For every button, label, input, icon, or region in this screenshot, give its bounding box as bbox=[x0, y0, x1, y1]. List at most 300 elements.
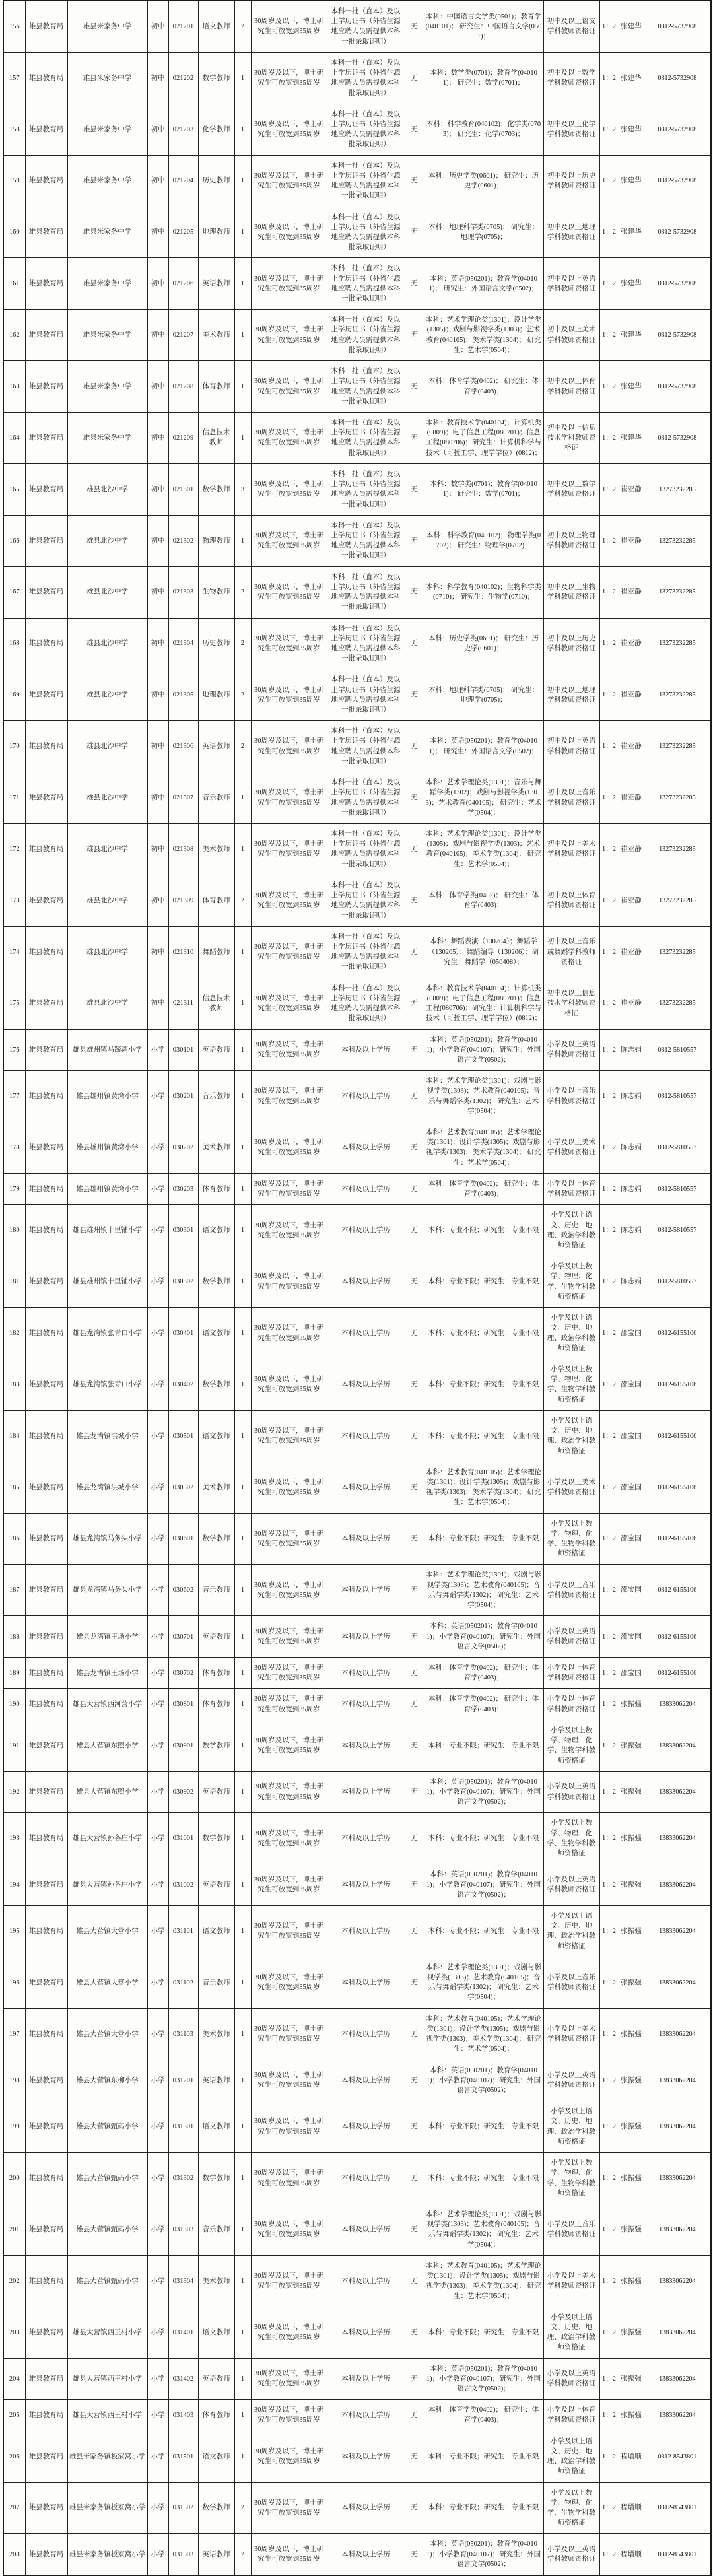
cell-ratio: 1：2 bbox=[599, 1689, 619, 1720]
cell-seq: 173 bbox=[3, 875, 25, 926]
cell-code: 031403 bbox=[168, 2400, 198, 2431]
cell-major: 本科：科学教育(040102)；化学类(0703)； 研究生：化学(0703)； bbox=[424, 104, 543, 155]
cell-education: 本科及以上学历 bbox=[327, 1205, 405, 1256]
cell-age: 30周岁及以下，博士研究生可放宽到35周岁 bbox=[251, 155, 327, 207]
cell-position: 美术教师 bbox=[198, 1122, 234, 1174]
cell-bureau: 雄县教育局 bbox=[25, 2255, 67, 2307]
cell-seq: 167 bbox=[3, 566, 25, 618]
table-row bbox=[3, 1029, 711, 1071]
cell-ratio: 1：2 bbox=[599, 1616, 619, 1658]
cell-code: 030203 bbox=[168, 1173, 198, 1204]
cell-certificate: 初中及以上地理学科教师资格证 bbox=[543, 207, 599, 258]
cell-certificate: 小学及以上体育学科教师资格证 bbox=[543, 1689, 599, 1720]
cell-phone: 13273232285 bbox=[644, 566, 711, 618]
cell-education: 本科及以上学历 bbox=[327, 2307, 405, 2358]
cell-major: 本科：专业不限；研究生：专业不限 bbox=[424, 1813, 543, 1864]
cell-contact: 张振强 bbox=[619, 2153, 644, 2204]
cell-count: 2 bbox=[234, 1, 251, 52]
cell-seq: 189 bbox=[3, 1658, 25, 1689]
cell-seq: 177 bbox=[3, 1071, 25, 1122]
cell-seq: 158 bbox=[3, 104, 25, 155]
cell-major: 本科：艺术教育(040105)；艺术学理论类(1301)；设计学类(1305)；戏剧与影视学类(1303)；美术学类(1304)； 研究生：艺术学(0504)； bbox=[424, 1122, 543, 1174]
cell-phone: 13273232285 bbox=[644, 618, 711, 669]
cell-stage: 小学 bbox=[147, 1359, 168, 1410]
cell-bureau: 雄县教育局 bbox=[25, 258, 67, 310]
cell-stage: 初中 bbox=[147, 463, 168, 515]
cell-contact: 张建华 bbox=[619, 1, 644, 52]
cell-bureau: 雄县教育局 bbox=[25, 207, 67, 258]
cell-count: 2 bbox=[234, 875, 251, 926]
cell-position: 数学教师 bbox=[198, 2482, 234, 2534]
cell-bureau: 雄县教育局 bbox=[25, 1513, 67, 1565]
cell-bureau: 雄县教育局 bbox=[25, 463, 67, 515]
table-row bbox=[3, 2358, 711, 2400]
cell-contact: 张振强 bbox=[619, 2358, 644, 2400]
cell-certificate: 小学及以上音乐学科教师资格证 bbox=[543, 1071, 599, 1122]
cell-other: 无 bbox=[405, 1658, 424, 1689]
cell-school: 雄县龙湾镇洪城小学 bbox=[67, 1462, 147, 1513]
cell-school: 雄县大营镇东照小学 bbox=[67, 1771, 147, 1813]
cell-age: 30周岁及以下，博士研究生可放宽到35周岁 bbox=[251, 1864, 327, 1906]
cell-education: 本科及以上学历 bbox=[327, 1720, 405, 1771]
table-row bbox=[3, 1256, 711, 1308]
cell-seq: 182 bbox=[3, 1308, 25, 1359]
cell-phone: 0312-5810557 bbox=[644, 1205, 711, 1256]
cell-phone: 13273232285 bbox=[644, 772, 711, 824]
cell-school: 雄县大营镇孙各庄小学 bbox=[67, 1813, 147, 1864]
cell-code: 021308 bbox=[168, 824, 198, 875]
cell-seq: 159 bbox=[3, 155, 25, 207]
cell-education: 本科及以上学历 bbox=[327, 2008, 405, 2060]
cell-code: 021302 bbox=[168, 515, 198, 566]
cell-education: 本科及以上学历 bbox=[327, 1957, 405, 2008]
cell-stage: 初中 bbox=[147, 104, 168, 155]
cell-count: 1 bbox=[234, 515, 251, 566]
cell-phone: 13273232285 bbox=[644, 978, 711, 1029]
cell-stage: 小学 bbox=[147, 1410, 168, 1462]
cell-education: 本科及以上学历 bbox=[327, 1359, 405, 1410]
cell-school: 雄县北沙中学 bbox=[67, 515, 147, 566]
cell-position: 语文教师 bbox=[198, 1205, 234, 1256]
cell-bureau: 雄县教育局 bbox=[25, 1071, 67, 1122]
cell-position: 体育教师 bbox=[198, 361, 234, 413]
table-row bbox=[3, 1173, 711, 1204]
cell-school: 雄县大营镇甄码小学 bbox=[67, 2204, 147, 2255]
cell-position: 数学教师 bbox=[198, 463, 234, 515]
cell-major: 本科：体育学类(0402)； 研究生：体育学(0403)； bbox=[424, 875, 543, 926]
cell-contact: 崔亚静 bbox=[619, 926, 644, 978]
cell-age: 30周岁及以下，博士研究生可放宽到35周岁 bbox=[251, 2255, 327, 2307]
table-row bbox=[3, 2101, 711, 2153]
cell-code: 030902 bbox=[168, 1771, 198, 1813]
cell-position: 数学教师 bbox=[198, 52, 234, 104]
cell-education: 本科及以上学历 bbox=[327, 2101, 405, 2153]
cell-other: 无 bbox=[405, 1205, 424, 1256]
cell-contact: 邵宝国 bbox=[619, 1513, 644, 1565]
cell-school: 雄县龙湾镇张青口小学 bbox=[67, 1359, 147, 1410]
cell-education: 本科一批（直本）及以上学历证书（外省生源地应聘人员需提供本科一批录取证明） bbox=[327, 721, 405, 772]
cell-count: 1 bbox=[234, 1462, 251, 1513]
cell-count: 1 bbox=[234, 1689, 251, 1720]
cell-stage: 初中 bbox=[147, 926, 168, 978]
table-row bbox=[3, 2307, 711, 2358]
cell-education: 本科及以上学历 bbox=[327, 1308, 405, 1359]
cell-seq: 193 bbox=[3, 1813, 25, 1864]
table-row bbox=[3, 2153, 711, 2204]
cell-contact: 崔亚静 bbox=[619, 772, 644, 824]
cell-phone: 13833062204 bbox=[644, 2153, 711, 2204]
cell-major: 本科：英语(050201)；教育学(040101)；小学教育(040107)；研究生：外国语言文学(0502)； bbox=[424, 1771, 543, 1813]
cell-code: 030501 bbox=[168, 1410, 198, 1462]
cell-education: 本科一批（直本）及以上学历证书（外省生源地应聘人员需提供本科一批录取证明） bbox=[327, 155, 405, 207]
cell-count: 3 bbox=[234, 463, 251, 515]
cell-stage: 小学 bbox=[147, 1658, 168, 1689]
cell-education: 本科及以上学历 bbox=[327, 1771, 405, 1813]
cell-other: 无 bbox=[405, 2307, 424, 2358]
cell-bureau: 雄县教育局 bbox=[25, 2101, 67, 2153]
cell-code: 021206 bbox=[168, 258, 198, 310]
table-row bbox=[3, 1771, 711, 1813]
cell-school: 雄县米家务中学 bbox=[67, 258, 147, 310]
cell-stage: 小学 bbox=[147, 1462, 168, 1513]
cell-bureau: 雄县教育局 bbox=[25, 2431, 67, 2482]
cell-ratio: 1：2 bbox=[599, 1256, 619, 1308]
cell-other: 无 bbox=[405, 1720, 424, 1771]
cell-major: 本科：科学教育(040102)；生物科学类(0710)； 研究生：生物学(0710)； bbox=[424, 566, 543, 618]
cell-code: 021307 bbox=[168, 772, 198, 824]
cell-certificate: 小学及以上英语学科教师资格证 bbox=[543, 2358, 599, 2400]
cell-school: 雄县大营镇大营小学 bbox=[67, 1957, 147, 2008]
cell-certificate: 小学及以上语文、历史、地理、政治学科教师资格证 bbox=[543, 1205, 599, 1256]
cell-major: 本科：艺术学理论类(1301)；音乐与舞蹈学类(1302)；戏剧与影视学类(1303)；艺术教育(040105)； 研究生：艺术学(0504)； bbox=[424, 772, 543, 824]
cell-certificate: 小学及以上英语学科教师资格证 bbox=[543, 1029, 599, 1071]
cell-age: 30周岁及以下，博士研究生可放宽到35周岁 bbox=[251, 1905, 327, 1957]
cell-contact: 张振强 bbox=[619, 2400, 644, 2431]
cell-bureau: 雄县教育局 bbox=[25, 1565, 67, 1616]
cell-age: 30周岁及以下，博士研究生可放宽到35周岁 bbox=[251, 2060, 327, 2101]
cell-ratio: 1：2 bbox=[599, 2204, 619, 2255]
cell-stage: 小学 bbox=[147, 1905, 168, 1957]
cell-stage: 小学 bbox=[147, 2204, 168, 2255]
cell-school: 雄县龙湾镇王场小学 bbox=[67, 1616, 147, 1658]
cell-school: 雄县雄州镇十里铺小学 bbox=[67, 1205, 147, 1256]
cell-seq: 171 bbox=[3, 772, 25, 824]
cell-contact: 张振强 bbox=[619, 2307, 644, 2358]
cell-bureau: 雄县教育局 bbox=[25, 566, 67, 618]
cell-school: 雄县大营镇西王村小学 bbox=[67, 2307, 147, 2358]
cell-ratio: 1：2 bbox=[599, 721, 619, 772]
cell-age: 30周岁及以下，博士研究生可放宽到35周岁 bbox=[251, 1205, 327, 1256]
cell-school: 雄县北沙中学 bbox=[67, 824, 147, 875]
cell-phone: 13833062204 bbox=[644, 1957, 711, 2008]
cell-ratio: 1：2 bbox=[599, 2255, 619, 2307]
cell-age: 30周岁及以下，博士研究生可放宽到35周岁 bbox=[251, 207, 327, 258]
cell-certificate: 小学及以上数学、物理、化学、生物学科教师资格证 bbox=[543, 1813, 599, 1864]
cell-position: 语文教师 bbox=[198, 1905, 234, 1957]
cell-bureau: 雄县教育局 bbox=[25, 310, 67, 361]
cell-seq: 187 bbox=[3, 1565, 25, 1616]
cell-contact: 邵宝国 bbox=[619, 1616, 644, 1658]
cell-major: 本科：专业不限；研究生：专业不限 bbox=[424, 2153, 543, 2204]
cell-school: 雄县大营镇大营小学 bbox=[67, 2008, 147, 2060]
cell-school: 雄县大营镇西河营小学 bbox=[67, 1689, 147, 1720]
cell-certificate: 小学及以上数学、物理、化学、生物学科教师资格证 bbox=[543, 1513, 599, 1565]
cell-bureau: 雄县教育局 bbox=[25, 1689, 67, 1720]
cell-ratio: 1：2 bbox=[599, 1462, 619, 1513]
cell-position: 美术教师 bbox=[198, 2255, 234, 2307]
cell-major: 本科：专业不限；研究生：专业不限 bbox=[424, 1359, 543, 1410]
cell-seq: 185 bbox=[3, 1462, 25, 1513]
table-row bbox=[3, 824, 711, 875]
cell-education: 本科一批（直本）及以上学历证书（外省生源地应聘人员需提供本科一批录取证明） bbox=[327, 515, 405, 566]
cell-phone: 13833062204 bbox=[644, 2255, 711, 2307]
cell-ratio: 1：2 bbox=[599, 1720, 619, 1771]
cell-count: 1 bbox=[234, 1359, 251, 1410]
cell-education: 本科一批（直本）及以上学历证书（外省生源地应聘人员需提供本科一批录取证明） bbox=[327, 104, 405, 155]
cell-other: 无 bbox=[405, 1173, 424, 1204]
cell-phone: 0312-6155106 bbox=[644, 1462, 711, 1513]
cell-ratio: 1：2 bbox=[599, 1905, 619, 1957]
cell-position: 英语教师 bbox=[198, 1864, 234, 1906]
cell-major: 本科：体育学类(0402)； 研究生：体育学(0403)； bbox=[424, 361, 543, 413]
cell-count: 1 bbox=[234, 104, 251, 155]
cell-education: 本科一批（直本）及以上学历证书（外省生源地应聘人员需提供本科一批录取证明） bbox=[327, 258, 405, 310]
cell-age: 30周岁及以下，博士研究生可放宽到35周岁 bbox=[251, 1813, 327, 1864]
cell-stage: 小学 bbox=[147, 1720, 168, 1771]
cell-phone: 0312-5810557 bbox=[644, 1256, 711, 1308]
cell-major: 本科：科学教育(040102)；物理学类(0702)； 研究生：物理学(0702)； bbox=[424, 515, 543, 566]
cell-seq: 166 bbox=[3, 515, 25, 566]
cell-code: 030101 bbox=[168, 1029, 198, 1071]
cell-other: 无 bbox=[405, 772, 424, 824]
table-row bbox=[3, 875, 711, 926]
cell-count: 1 bbox=[234, 1905, 251, 1957]
cell-bureau: 雄县教育局 bbox=[25, 1029, 67, 1071]
cell-seq: 205 bbox=[3, 2400, 25, 2431]
table-row bbox=[3, 2008, 711, 2060]
table-row bbox=[3, 1720, 711, 1771]
cell-age: 30周岁及以下，博士研究生可放宽到35周岁 bbox=[251, 1565, 327, 1616]
cell-stage: 小学 bbox=[147, 2153, 168, 2204]
cell-ratio: 1：2 bbox=[599, 2431, 619, 2482]
cell-position: 美术教师 bbox=[198, 1462, 234, 1513]
cell-major: 本科：专业不限；研究生：专业不限 bbox=[424, 1205, 543, 1256]
cell-school: 雄县雄州镇黄湾小学 bbox=[67, 1173, 147, 1204]
table-row bbox=[3, 1122, 711, 1174]
cell-major: 本科：数学类(0701)；教育学(040101)； 研究生：数学(0701)； bbox=[424, 52, 543, 104]
cell-school: 雄县米家务中学 bbox=[67, 1, 147, 52]
cell-age: 30周岁及以下，博士研究生可放宽到35周岁 bbox=[251, 2153, 327, 2204]
cell-contact: 崔亚静 bbox=[619, 566, 644, 618]
cell-other: 无 bbox=[405, 2431, 424, 2482]
cell-major: 本科：体育学类(0402)； 研究生：体育学(0403)； bbox=[424, 2400, 543, 2431]
cell-major: 本科：艺术学理论类(1301)；戏剧与影视学类(1303)；艺术教育(040105)；音乐与舞蹈学类(1302)； 研究生：艺术学(0504)； bbox=[424, 1565, 543, 1616]
cell-certificate: 小学及以上数学、物理、化学、生物学科教师资格证 bbox=[543, 1359, 599, 1410]
cell-seq: 176 bbox=[3, 1029, 25, 1071]
cell-code: 021204 bbox=[168, 155, 198, 207]
cell-seq: 180 bbox=[3, 1205, 25, 1256]
cell-seq: 197 bbox=[3, 2008, 25, 2060]
cell-certificate: 小学及以上美术学科教师资格证 bbox=[543, 1462, 599, 1513]
cell-other: 无 bbox=[405, 1359, 424, 1410]
cell-bureau: 雄县教育局 bbox=[25, 515, 67, 566]
cell-ratio: 1：2 bbox=[599, 1173, 619, 1204]
cell-other: 无 bbox=[405, 463, 424, 515]
table-row bbox=[3, 207, 711, 258]
cell-phone: 13833062204 bbox=[644, 1771, 711, 1813]
cell-ratio: 1：2 bbox=[599, 1658, 619, 1689]
cell-major: 本科：艺术教育(040105)；艺术学理论类(1301)；设计学类(1305)；戏剧与影视学类(1303)；美术学类(1304)； 研究生：艺术学(0504)； bbox=[424, 2255, 543, 2307]
cell-certificate: 小学及以上语文、历史、地理、政治学科教师资格证 bbox=[543, 2431, 599, 2482]
table-row bbox=[3, 1, 711, 52]
cell-seq: 188 bbox=[3, 1616, 25, 1658]
cell-school: 雄县龙湾镇王场小学 bbox=[67, 1658, 147, 1689]
cell-contact: 张振强 bbox=[619, 1689, 644, 1720]
cell-major: 本科：艺术学理论类(1301)；设计学类(1305)；戏剧与影视学类(1303)；艺术教育(040105)；美术学类(1304)； 研究生：艺术学(0504)； bbox=[424, 310, 543, 361]
cell-other: 无 bbox=[405, 1029, 424, 1071]
cell-phone: 0312-6155106 bbox=[644, 1565, 711, 1616]
cell-contact: 邵宝国 bbox=[619, 1462, 644, 1513]
cell-code: 031001 bbox=[168, 1813, 198, 1864]
cell-count: 1 bbox=[234, 2431, 251, 2482]
cell-other: 无 bbox=[405, 104, 424, 155]
cell-bureau: 雄县教育局 bbox=[25, 2534, 67, 2575]
cell-stage: 小学 bbox=[147, 1205, 168, 1256]
cell-count: 1 bbox=[234, 2060, 251, 2101]
cell-count: 1 bbox=[234, 2008, 251, 2060]
cell-certificate: 小学及以上音乐学科教师资格证 bbox=[543, 1957, 599, 2008]
cell-certificate: 初中及以上历史学科教师资格证 bbox=[543, 155, 599, 207]
cell-phone: 0312-5810557 bbox=[644, 1173, 711, 1204]
table-row bbox=[3, 772, 711, 824]
cell-stage: 小学 bbox=[147, 1689, 168, 1720]
cell-certificate: 初中及以上美术学科教师资格证 bbox=[543, 310, 599, 361]
cell-position: 数学教师 bbox=[198, 1513, 234, 1565]
cell-education: 本科一批（直本）及以上学历证书（外省生源地应聘人员需提供本科一批录取证明） bbox=[327, 52, 405, 104]
cell-code: 021202 bbox=[168, 52, 198, 104]
cell-major: 本科：地理科学类(0705)； 研究生：地理学(0705)； bbox=[424, 669, 543, 721]
cell-position: 语文教师 bbox=[198, 2431, 234, 2482]
cell-position: 音乐教师 bbox=[198, 2204, 234, 2255]
cell-age: 30周岁及以下，博士研究生可放宽到35周岁 bbox=[251, 2307, 327, 2358]
cell-contact: 张建华 bbox=[619, 361, 644, 413]
cell-certificate: 小学及以上数学、物理、化学、生物学科教师资格证 bbox=[543, 2482, 599, 2534]
cell-position: 化学教师 bbox=[198, 104, 234, 155]
cell-contact: 张建华 bbox=[619, 52, 644, 104]
cell-age: 30周岁及以下，博士研究生可放宽到35周岁 bbox=[251, 1462, 327, 1513]
cell-code: 031301 bbox=[168, 2101, 198, 2153]
cell-major: 本科：专业不限；研究生：专业不限 bbox=[424, 1410, 543, 1462]
cell-position: 语文教师 bbox=[198, 1, 234, 52]
cell-other: 无 bbox=[405, 310, 424, 361]
cell-other: 无 bbox=[405, 1813, 424, 1864]
cell-code: 031201 bbox=[168, 2060, 198, 2101]
cell-stage: 小学 bbox=[147, 2101, 168, 2153]
cell-count: 1 bbox=[234, 310, 251, 361]
cell-contact: 崔亚静 bbox=[619, 978, 644, 1029]
cell-major: 本科：艺术学理论类(1301)；戏剧与影视学类(1303)；艺术教育(040105)；音乐与舞蹈学类(1302)； 研究生：艺术学(0504)； bbox=[424, 1071, 543, 1122]
cell-education: 本科及以上学历 bbox=[327, 2400, 405, 2431]
cell-phone: 0312-5810557 bbox=[644, 1029, 711, 1071]
cell-contact: 张振强 bbox=[619, 2255, 644, 2307]
cell-stage: 小学 bbox=[147, 1813, 168, 1864]
cell-contact: 崔亚静 bbox=[619, 721, 644, 772]
cell-age: 30周岁及以下，博士研究生可放宽到35周岁 bbox=[251, 669, 327, 721]
table-row bbox=[3, 2431, 711, 2482]
cell-ratio: 1：2 bbox=[599, 1122, 619, 1174]
cell-count: 1 bbox=[234, 1071, 251, 1122]
cell-bureau: 雄县教育局 bbox=[25, 2358, 67, 2400]
cell-count: 2 bbox=[234, 566, 251, 618]
cell-major: 本科：教育技术学(040104)；计算机类(0809)；电子信息工程(080701)；信息工程(080706)；研究生：计算机科学与技术（可授工学、理学学位）(0812)； bbox=[424, 978, 543, 1029]
cell-age: 30周岁及以下，博士研究生可放宽到35周岁 bbox=[251, 618, 327, 669]
cell-count: 1 bbox=[234, 2400, 251, 2431]
table-row bbox=[3, 1957, 711, 2008]
table-row bbox=[3, 1410, 711, 1462]
cell-ratio: 1：2 bbox=[599, 2534, 619, 2575]
cell-bureau: 雄县教育局 bbox=[25, 1205, 67, 1256]
cell-certificate: 小学及以上英语学科教师资格证 bbox=[543, 1771, 599, 1813]
cell-ratio: 1：2 bbox=[599, 258, 619, 310]
cell-position: 数学教师 bbox=[198, 2153, 234, 2204]
cell-ratio: 1：2 bbox=[599, 2153, 619, 2204]
cell-school: 雄县米家务中学 bbox=[67, 310, 147, 361]
cell-seq: 164 bbox=[3, 413, 25, 464]
cell-contact: 张建华 bbox=[619, 258, 644, 310]
cell-school: 雄县龙湾镇张青口小学 bbox=[67, 1308, 147, 1359]
cell-count: 1 bbox=[234, 258, 251, 310]
cell-stage: 初中 bbox=[147, 618, 168, 669]
cell-contact: 陈志娟 bbox=[619, 1173, 644, 1204]
cell-position: 语文教师 bbox=[198, 1410, 234, 1462]
cell-position: 英语教师 bbox=[198, 258, 234, 310]
cell-code: 021305 bbox=[168, 669, 198, 721]
cell-seq: 163 bbox=[3, 361, 25, 413]
cell-education: 本科一批（直本）及以上学历证书（外省生源地应聘人员需提供本科一批录取证明） bbox=[327, 566, 405, 618]
cell-code: 031501 bbox=[168, 2431, 198, 2482]
cell-other: 无 bbox=[405, 2204, 424, 2255]
cell-major: 本科：专业不限；研究生：专业不限 bbox=[424, 2482, 543, 2534]
cell-major: 本科：英语(050201)；教育学(040101)；小学教育(040107)；研究生：外国语言文学(0502)； bbox=[424, 2060, 543, 2101]
cell-education: 本科及以上学历 bbox=[327, 2153, 405, 2204]
cell-count: 1 bbox=[234, 1173, 251, 1204]
cell-count: 1 bbox=[234, 2358, 251, 2400]
cell-code: 031503 bbox=[168, 2534, 198, 2575]
cell-count: 1 bbox=[234, 926, 251, 978]
cell-seq: 186 bbox=[3, 1513, 25, 1565]
cell-other: 无 bbox=[405, 926, 424, 978]
cell-stage: 初中 bbox=[147, 361, 168, 413]
table-row bbox=[3, 104, 711, 155]
cell-position: 音乐教师 bbox=[198, 1957, 234, 2008]
cell-bureau: 雄县教育局 bbox=[25, 2060, 67, 2101]
cell-bureau: 雄县教育局 bbox=[25, 1658, 67, 1689]
cell-school: 雄县大营镇甄码小学 bbox=[67, 2255, 147, 2307]
cell-position: 历史教师 bbox=[198, 155, 234, 207]
cell-age: 30周岁及以下，博士研究生可放宽到35周岁 bbox=[251, 566, 327, 618]
cell-ratio: 1：2 bbox=[599, 1813, 619, 1864]
cell-phone: 13273232285 bbox=[644, 721, 711, 772]
cell-position: 数学教师 bbox=[198, 1813, 234, 1864]
cell-certificate: 小学及以上英语学科教师资格证 bbox=[543, 2060, 599, 2101]
cell-certificate: 小学及以上语文、历史、地理、政治学科教师资格证 bbox=[543, 1410, 599, 1462]
cell-position: 体育教师 bbox=[198, 1658, 234, 1689]
cell-major: 本科：专业不限；研究生：专业不限 bbox=[424, 1308, 543, 1359]
cell-school: 雄县米家务中学 bbox=[67, 104, 147, 155]
cell-seq: 198 bbox=[3, 2060, 25, 2101]
cell-other: 无 bbox=[405, 566, 424, 618]
cell-phone: 0312-5732908 bbox=[644, 258, 711, 310]
